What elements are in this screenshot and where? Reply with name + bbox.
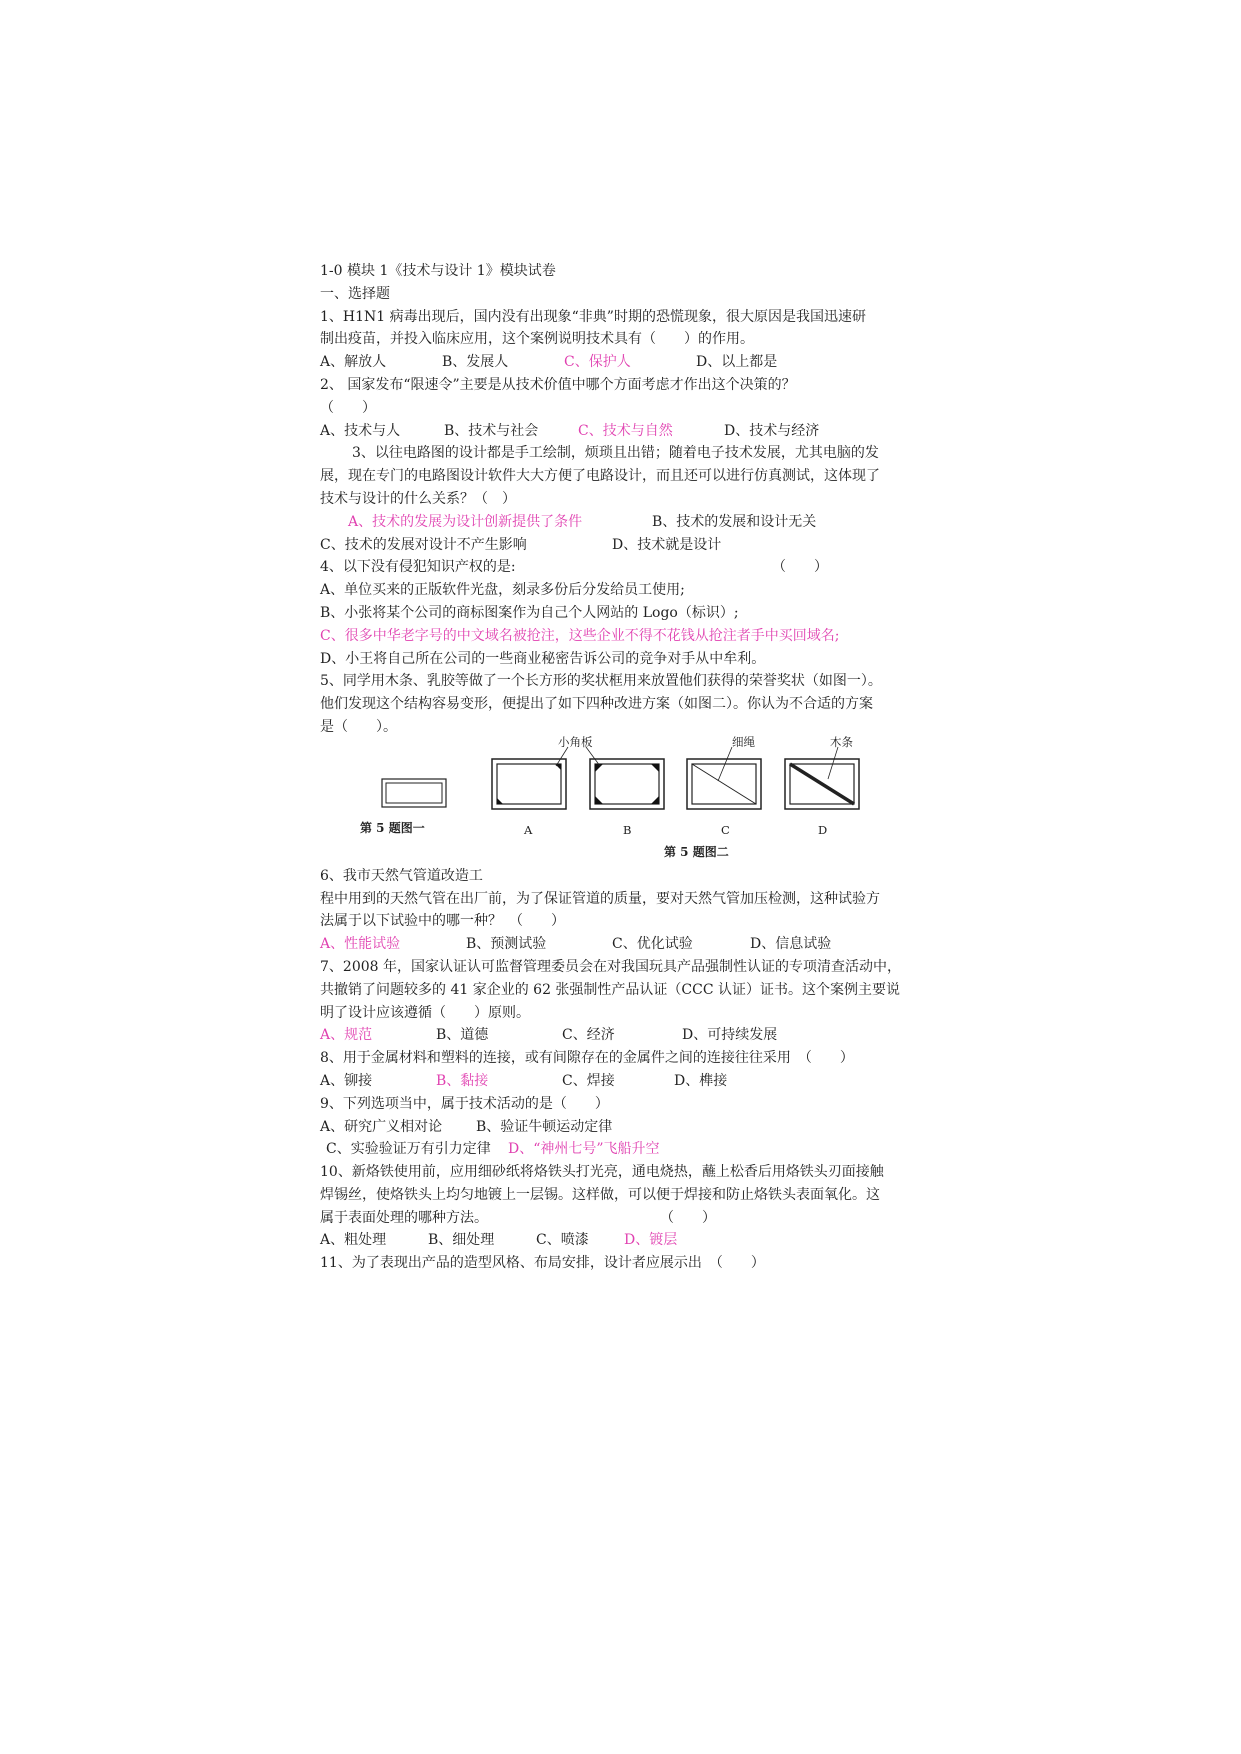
- option-a-answer: A、规范: [320, 1027, 373, 1044]
- option-c-answer: C、技术与自然: [578, 422, 673, 439]
- caption-figure-1: 第 5 题图一: [360, 820, 425, 835]
- option-c: C、喷漆: [536, 1232, 589, 1249]
- option-label-a: A: [524, 822, 533, 837]
- exam-sheet: [320, 260, 930, 1275]
- question-4: [320, 556, 930, 670]
- option-label-c: C: [721, 822, 730, 837]
- option-d-answer: D、镀层: [624, 1232, 678, 1249]
- options-row: [320, 1229, 930, 1252]
- question-text: 是（ ）。: [320, 718, 397, 735]
- question-text: 9、下列选项当中，属于技术活动的是（ ）: [320, 1095, 609, 1112]
- option-a: A、技术与人: [320, 422, 401, 439]
- option-d: D、技术就是设计: [612, 536, 722, 553]
- option-d: D、小王将自己所在公司的一些商业秘密告诉公司的竞争对手从中牟利。: [320, 650, 766, 667]
- question-text: 2、 国家发布“限速令”主要是从技术价值中哪个方面考虑才作出这个决策的？: [320, 376, 796, 393]
- label-corner-plate: 小角板: [558, 734, 593, 749]
- option-label-d: D: [818, 822, 828, 837]
- question-9: [320, 1093, 930, 1161]
- question-stem: 属于表面处理的哪种方法。: [320, 1209, 488, 1226]
- frame-figure: [320, 734, 930, 865]
- exam-title: 1-0 模块 1《技术与设计 1》模块试卷: [320, 263, 556, 279]
- caption-figure-2: 第 5 题图二: [664, 844, 729, 859]
- option-d: D、以上都是: [696, 354, 778, 371]
- option-d-answer: D、“神州七号”飞船升空: [508, 1141, 660, 1158]
- frame-figure-1: [382, 779, 446, 807]
- option-b: B、发展人: [442, 354, 509, 371]
- question-text: 制出疫苗，并投入临床应用，这个案例说明技术具有（ ）的作用。: [320, 331, 754, 348]
- option-c: C、焊接: [562, 1072, 615, 1089]
- answer-bracket: （ ）: [772, 559, 828, 576]
- question-text: （ ）: [320, 399, 376, 416]
- frame-option-b: [590, 759, 664, 809]
- question-2: [320, 374, 930, 442]
- option-d: D、榫接: [674, 1072, 728, 1089]
- option-b: B、细处理: [428, 1232, 495, 1249]
- options-row: [320, 511, 930, 534]
- option-c: C、技术的发展对设计不产生影响: [320, 536, 527, 553]
- question-text: 7、2008 年，国家认证认可监督管理委员会在对我国玩具产品强制性认证的专项清查活动中，: [320, 958, 901, 975]
- frame-diagrams: [320, 739, 930, 865]
- option-d: D、可持续发展: [682, 1027, 778, 1044]
- options-row: [320, 534, 930, 557]
- frame-option-a: [492, 759, 566, 809]
- question-text: 他们发现这个结构容易变形，便提出了如下四种改进方案（如图二）。你认为不合适的方案: [320, 696, 873, 713]
- question-text: 8、用于金属材料和塑料的连接，或有间隙存在的金属件之间的连接往往采用 （ ）: [320, 1050, 854, 1067]
- question-text: 程中用到的天然气管在出厂前，为了保证管道的质量，要对天然气管加压检测，这种试验方: [320, 890, 880, 907]
- options-row: [320, 933, 930, 956]
- option-a: A、铆接: [320, 1072, 373, 1089]
- option-b: B、技术与社会: [444, 422, 539, 439]
- label-wood: 木条: [830, 734, 853, 749]
- option-c: C、实验验证万有引力定律: [326, 1141, 491, 1158]
- question-7: [320, 956, 930, 1047]
- option-a-answer: A、技术的发展为设计创新提供了条件: [348, 513, 583, 530]
- frame-option-d: [785, 759, 859, 809]
- option-b: B、技术的发展和设计无关: [652, 513, 817, 530]
- options-row: [320, 1024, 930, 1047]
- option-b: B、道德: [436, 1027, 489, 1044]
- option-b: B、小张将某个公司的商标图案作为自己个人网站的 Logo（标识）;: [320, 604, 739, 621]
- question-text: 共撤销了问题较多的 41 家企业的 62 张强制性产品认证（CCC 认证）证书。这个案例主要说: [320, 981, 901, 998]
- option-d: D、信息试验: [750, 936, 832, 953]
- option-b-answer: B、黏接: [436, 1072, 489, 1089]
- options-row: [320, 1070, 930, 1093]
- option-a: A、粗处理: [320, 1232, 387, 1249]
- question-text: 6、我市天然气管道改造工: [320, 867, 483, 884]
- question-text: 焊锡丝，使烙铁头上均匀地镀上一层锡。这样做，可以便于焊接和防止烙铁头表面氧化。这: [320, 1186, 880, 1203]
- question-11: [320, 1252, 930, 1275]
- question-text: [320, 1207, 930, 1230]
- section-heading: 一、选择题: [320, 285, 390, 302]
- question-8: [320, 1047, 930, 1093]
- option-a: A、研究广义相对论: [320, 1118, 443, 1135]
- option-b: B、预测试验: [466, 936, 547, 953]
- question-text: 5、同学用木条、乳胶等做了一个长方形的奖状框用来放置他们获得的荣誉奖状（如图一）。: [320, 673, 882, 690]
- option-a: A、单位买来的正版软件光盘，刻录多份后分发给员工使用;: [320, 582, 685, 599]
- question-text: 10、新烙铁使用前，应用细砂纸将烙铁头打光亮，通电烧热，蘸上松香后用烙铁头刃面接触: [320, 1164, 884, 1181]
- option-c: C、优化试验: [612, 936, 693, 953]
- question-text: 1、H1N1 病毒出现后，国内没有出现象“非典”时期的恐慌现象，很大原因是我国迅速研: [320, 308, 866, 325]
- question-text: 法属于以下试验中的哪一种？ （ ）: [320, 913, 565, 930]
- question-text: 3、以往电路图的设计都是手工绘制，烦琐且出错；随着电子技术发展，尤其电脑的发: [352, 445, 879, 462]
- question-3: [320, 442, 930, 556]
- option-label-b: B: [623, 822, 632, 837]
- option-c-answer: C、保护人: [564, 354, 631, 371]
- options-row: [320, 351, 930, 374]
- question-text: 明了设计应该遵循（ ）原则。: [320, 1004, 530, 1021]
- question-text: [320, 556, 930, 579]
- question-text: 技术与设计的什么关系？（ ）: [320, 490, 516, 507]
- option-c-answer: C、很多中华老字号的中文域名被抢注，这些企业不得不花钱从抢注者手中买回域名;: [320, 627, 840, 644]
- options-row: [320, 420, 930, 443]
- option-a-answer: A、性能试验: [320, 936, 401, 953]
- label-rope: 细绳: [732, 734, 755, 749]
- answer-bracket: （ ）: [660, 1209, 716, 1226]
- question-10: [320, 1161, 930, 1252]
- question-1: [320, 306, 930, 374]
- question-text: 11、为了表现出产品的造型风格、布局安排，设计者应展示出 （ ）: [320, 1255, 765, 1272]
- option-a: A、解放人: [320, 354, 387, 371]
- options-row: [320, 1116, 930, 1139]
- option-c: C、经济: [562, 1027, 615, 1044]
- question-5: [320, 670, 930, 864]
- question-stem: 4、以下没有侵犯知识产权的是:: [320, 559, 516, 576]
- option-b: B、验证牛顿运动定律: [476, 1118, 613, 1135]
- options-row: [320, 1138, 930, 1161]
- question-6: [320, 865, 930, 956]
- option-d: D、技术与经济: [724, 422, 820, 439]
- question-text: 展，现在专门的电路图设计软件大大方便了电路设计，而且还可以进行仿真测试，这体现了: [320, 468, 880, 485]
